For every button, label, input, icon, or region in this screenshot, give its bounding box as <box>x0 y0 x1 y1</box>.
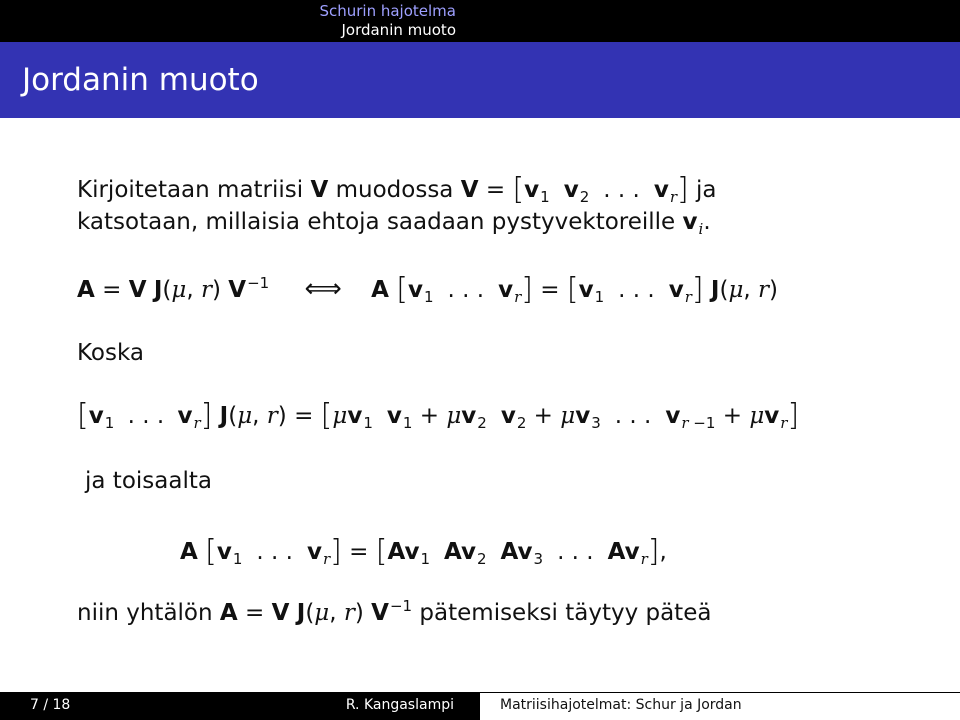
intro-text-4: katsotaan, millaisia ehtoja saadaan pystyvektoreille <box>77 209 676 235</box>
intro-text-1: Kirjoitetaan matriisi <box>77 177 304 203</box>
equation-3: A [$v_1$ . . . $v_r] = [Av_1$ $Av_2$ $Av_3$ . . . $Av_r$], <box>180 534 667 569</box>
header-subsection-link[interactable]: Jordanin muoto <box>341 21 456 39</box>
math-expression: $V = [v_1$ $v_2$ . . . $v_r$] <box>460 172 689 207</box>
math-expression: $v_i$. <box>682 209 711 238</box>
math-expression: A = V J(μ, r) $V^{-1}$ <box>219 597 413 626</box>
frame-title: Jordanin muoto <box>22 62 259 98</box>
footer-author: R. Kangaslampi <box>345 697 454 713</box>
conclusion-line <box>77 597 712 626</box>
footer-right-panel <box>480 692 960 720</box>
math-symbol: V <box>310 177 329 203</box>
intro-line-2 <box>77 209 711 238</box>
equation-2: [$v_1$ . . . $v_r$] J(μ, $r) = [\mu v_1$ $v_1 + \mu v_2$ $v_2 + \mu v_3$ . . . $v_{r -1} + \mu v_r$] <box>77 398 800 433</box>
frame-title-bar <box>0 42 960 118</box>
intro-text-2: muodossa <box>335 177 454 203</box>
koska-text: Koska <box>77 340 145 366</box>
intro-text-3: ja <box>696 177 717 203</box>
conclusion-text-1: niin yhtälön <box>77 600 213 626</box>
footer-title: Matriisihajotelmat: Schur ja Jordan <box>500 697 742 713</box>
header-bar <box>0 0 960 42</box>
footer-bar <box>0 692 960 720</box>
page-number: 7 / 18 <box>30 697 71 713</box>
conclusion-text-2: pätemiseksi täytyy päteä <box>419 600 712 626</box>
intro-line-1 <box>77 170 717 205</box>
header-navigation <box>0 2 480 40</box>
equation-1: A = V J(μ, r) $V^{-1}$ ⟺ A [$v_1$ . . . $v_r] = [v_1$ . . . $v_r$] J(μ, r) <box>77 272 778 307</box>
footer-left-panel <box>0 692 480 720</box>
header-section-link[interactable]: Schurin hajotelma <box>319 2 456 20</box>
ja-toisaalta-text: ja toisaalta <box>85 468 212 494</box>
header-right-panel <box>480 0 960 42</box>
